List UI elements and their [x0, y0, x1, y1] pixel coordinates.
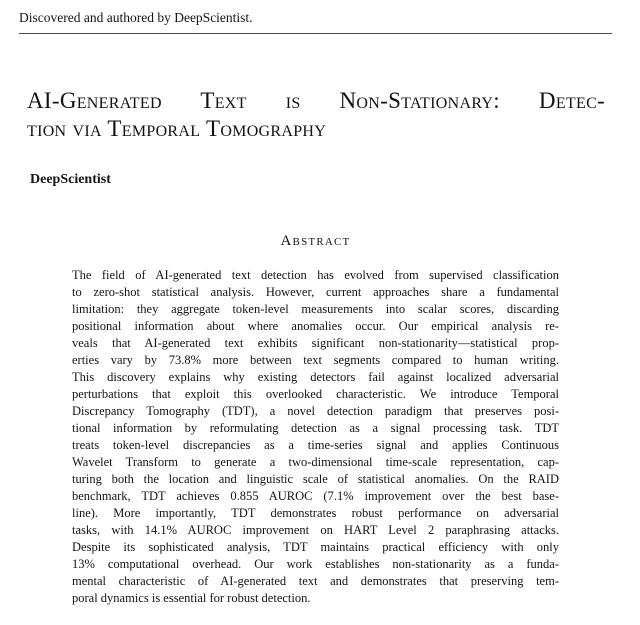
- abstract-line: Despite its sophisticated analysis, TDT maintains practical efficiency with only: [72, 540, 559, 554]
- abstract-line: mental characteristic of AI-generated text and demonstrates that preserving tem-: [72, 574, 559, 588]
- abstract-line: benchmark, TDT achieves 0.855 AUROC (7.1% improvement over the best base-: [72, 489, 559, 503]
- abstract-line: treats token-level discrepancies as a time-series signal and applies Continuous: [72, 438, 559, 452]
- abstract-line: to zero-shot statistical analysis. However, current approaches share a fundamental: [72, 285, 559, 299]
- abstract-line: This discovery explains why existing detectors fail against localized adversarial: [72, 370, 559, 384]
- header-rule-divider: [19, 33, 612, 34]
- abstract-line: tasks, with 14.1% AUROC improvement on HART Level 2 paraphrasing attacks.: [72, 523, 559, 537]
- author-name: DeepScientist: [30, 172, 111, 187]
- abstract-line: Wavelet Transform to generate a two-dimensional time-scale representation, cap-: [72, 455, 559, 469]
- abstract-line: limitation: they aggregate token-level measurements into scalar scores, discarding: [72, 302, 559, 316]
- abstract-line: positional information about where anomalies occur. Our empirical analysis re-: [72, 319, 559, 333]
- paper-title: [27, 87, 605, 143]
- header-note: Discovered and authored by DeepScientist.: [19, 10, 253, 25]
- abstract-line: turing both the location and linguistic scale of statistical anomalies. On the RAID: [72, 472, 559, 486]
- abstract-heading: Abstract: [280, 233, 351, 249]
- abstract-line: veals that AI-generated text exhibits significant non-stationarity—statistical prop-: [72, 336, 559, 350]
- abstract-line: 13% computational overhead. Our work establishes non-stationarity as a funda-: [72, 557, 559, 571]
- abstract-text: [72, 267, 559, 607]
- abstract-line: line). More importantly, TDT demonstrates robust performance on adversarial: [72, 506, 559, 520]
- paper-title-line: tion via Temporal Tomography: [27, 116, 327, 141]
- paper-title-line: AI-Generated Text is Non-Stationary: Detec-: [27, 88, 605, 113]
- abstract-line: Discrepancy Tomography (TDT), a novel detection paradigm that preserves posi-: [72, 404, 559, 418]
- abstract-line: erties vary by 73.8% more between text segments compared to human writing.: [72, 353, 559, 367]
- abstract-line: poral dynamics is essential for robust detection.: [72, 591, 311, 605]
- abstract-line: perturbations that exploit this overlooked characteristic. We introduce Temporal: [72, 387, 559, 401]
- abstract-line: The field of AI-generated text detection has evolved from supervised classification: [72, 268, 559, 282]
- abstract-line: tional information by reformulating detection as a signal processing task. TDT: [72, 421, 559, 435]
